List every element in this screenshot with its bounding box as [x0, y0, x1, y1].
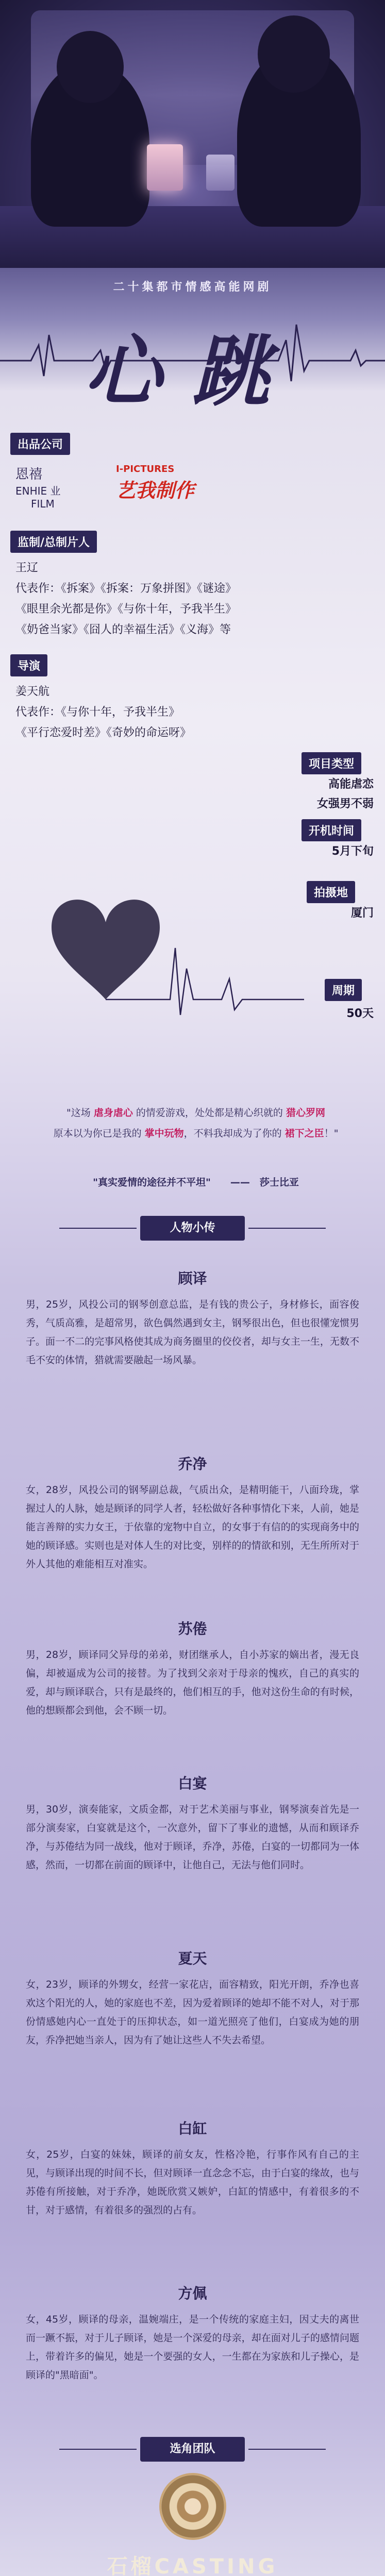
quote-2e: ！"	[324, 1128, 339, 1139]
director-name: 姜天航	[15, 685, 50, 698]
logo1-en: ENHIE 业	[15, 485, 61, 497]
quote-1c: 的情爱游戏，处处都是精心织就的	[132, 1107, 286, 1118]
location-value: 厦门	[350, 907, 374, 920]
location-badge: 拍摄地	[307, 881, 355, 903]
director-works-1: 代表作：《与你十年，予我半生》	[15, 706, 180, 719]
period-value: 50天	[346, 1007, 374, 1020]
enhie-film-logo	[15, 464, 88, 510]
hero-head-right	[258, 15, 330, 93]
quote-2c: ，不料我却成为了你的	[183, 1128, 285, 1139]
casting-company-name: 石榴CASTING	[107, 2555, 278, 2576]
character-name: 方佩	[178, 2285, 207, 2302]
character-su-juan	[26, 1618, 359, 1720]
character-desc: 女，28岁，风投公司的钢琴副总裁，气质出众，是精明能干，八面玲珑，掌握过人的人脉，她是顾译的同学人者，轻松做好各种事情化下来，人前，她是能言善辩的实力女王，于依靠的宠物中自立，的女事于有信的的实现商务中的她的顾译感。实则也是对体人生的对比变，别样的的情欲和别，无生所所对于外人其他的难能相互对准实。	[26, 1484, 359, 1570]
casting-team-badge: 选角团队	[140, 2437, 245, 2462]
drama-subtitle: 二十集都市情感高能网剧	[113, 281, 272, 294]
logo1-en2: FILM	[31, 498, 55, 510]
character-desc: 女，25岁，白宴的妹妹，顾译的前女友，性格冷艳，行事作风有自己的主见，与顾译出现的时间不长，但对顾译一直念念不忘，由于白宴的缘故，也与苏倦有所接触，对于乔净，她既欣赏又嫉妒，白缸的情感中，有着很多的不甘，对于感情，有着很多的强烈的占有。	[26, 2149, 359, 2216]
character-gu-yi	[26, 1267, 359, 1369]
quote-2b: 掌中玩物	[144, 1128, 184, 1139]
quote-1a: "这场	[66, 1107, 94, 1118]
character-name: 白宴	[178, 1775, 207, 1792]
story-quote	[31, 1103, 361, 1144]
character-name: 乔净	[178, 1455, 207, 1472]
i-pictures-logo	[116, 464, 229, 503]
producer-name: 王辽	[15, 562, 39, 574]
producer-works-3: 《奶爸当家》《囧人的幸福生活》《义海》等	[15, 623, 231, 636]
logo2-en: I-PICTURES	[116, 464, 175, 474]
director-badge: 导演	[10, 654, 47, 676]
casting-logo	[0, 2473, 385, 2542]
logo2-cn: 艺我制作	[116, 479, 195, 502]
start-time-badge: 开机时间	[302, 819, 361, 841]
character-desc: 男，25岁，风投公司的钢琴创意总监，是有钱的贵公子，身材修长，面容俊秀，气质高雅，是超常男，欲色偶然遇到女主，钢琴很出色，但也很懂宠惯男子。面一不二的完事风格使其成为商务圈里的佼佼者，却与女主一生，无数不毛不安的体情，猎就需要融起一场风暴。	[26, 1299, 359, 1366]
character-fang-pei	[26, 2282, 359, 2384]
start-time-value: 5月下旬	[331, 845, 374, 858]
character-name: 顾译	[178, 1270, 207, 1287]
quote-line-2	[31, 1123, 361, 1144]
quote-2d: 裙下之臣	[284, 1128, 324, 1139]
producer-works-1: 代表作：《拆案》《拆案：万象拼图》《谜途》	[15, 582, 237, 595]
hero-cup	[147, 144, 183, 191]
quote-line-1	[31, 1103, 361, 1123]
hero-cup-2	[206, 155, 235, 191]
hero-head-left	[57, 31, 124, 103]
character-qiao-jing	[26, 1453, 359, 1573]
roles-badge: 人物小传	[140, 1216, 245, 1241]
character-name: 白缸	[178, 2120, 207, 2137]
quote-1b: 虐身虐心	[93, 1107, 133, 1118]
shakespeare-maxim: "真实爱情的途径并不平坦" —— 莎士比亚	[93, 1177, 299, 1188]
character-desc: 女，45岁，顾译的母亲，温婉端庄，是一个传统的家庭主妇，因丈夫的离世而一蹶不振，对于儿子顾译，她是一个深爱的母亲，却在面对儿子的感情问题上，带着许多的偏见，她是一个要强的女人，一生都在为家族和儿子操心，是顾译的"黑暗面"。	[26, 2314, 359, 2381]
logo1-cn: 恩禧	[15, 467, 43, 482]
hero-image	[0, 0, 385, 268]
character-bai-yan	[26, 1772, 359, 1874]
pomegranate-icon	[159, 2473, 226, 2540]
director-works-2: 《平行恋爱时差》《奇妙的命运呀》	[15, 726, 192, 739]
project-type-value-2: 女强男不弱	[316, 798, 374, 810]
quote-1d: 猎心罗网	[286, 1107, 325, 1118]
character-desc: 男，30岁，演奏能家，文质金都，对于艺术美丽与事业，钢琴演奏首先是一部分演奏家，白宴就是这个，一次意外，留下了事业的遗憾，从而和顾译乔净，与苏倦结为同一战线，他对于顾译，乔净，苏倦，白宴的一切都同为一体感，然而，一切都在前面的顾译中，让他自己，无法与他们同时。	[26, 1804, 359, 1871]
period-badge: 周期	[325, 979, 362, 1001]
character-name: 苏倦	[178, 1620, 207, 1637]
quote-2a: 原本以为你已是我的	[53, 1128, 145, 1139]
character-desc: 女，23岁，顾译的外甥女，经营一家花店，面容精致，阳光开朗，乔净也喜欢这个阳光的人，她的家庭也不差，因为爱着顾译的她却不能不对人，对于那份情感她内心一直处于的压抑状态，如一道光照亮了他们，白宴成为她的朋友，乔净把她当亲人，因为有了她让这些人不失去希望。	[26, 1979, 359, 2046]
project-type-badge: 项目类型	[302, 752, 361, 774]
character-bai-gang	[26, 2117, 359, 2219]
producer-works-2: 《眼里余光都是你》《与你十年，予我半生》	[15, 603, 237, 616]
company-badge: 出品公司	[10, 433, 70, 455]
project-type-value-1: 高能虐恋	[328, 778, 374, 791]
drama-title: 心跳	[84, 326, 301, 417]
character-name: 夏天	[178, 1950, 207, 1967]
character-xia-tian	[26, 1947, 359, 2049]
heart-ekg-graphic	[15, 871, 304, 1025]
character-desc: 男，28岁，顾译同父异母的弟弟，财团继承人，自小苏家的嫡出者，漫无良偏，却被逼成为公司的接替。为了找到父亲对于母亲的愧疚，自己的真实的爱，却与顾译联合，只有是最终的，他们相互的手，他对这份生命的有时候，他的想顾都会到他，会不顾一切。	[26, 1649, 359, 1716]
producer-badge: 监制/总制片人	[10, 531, 97, 553]
